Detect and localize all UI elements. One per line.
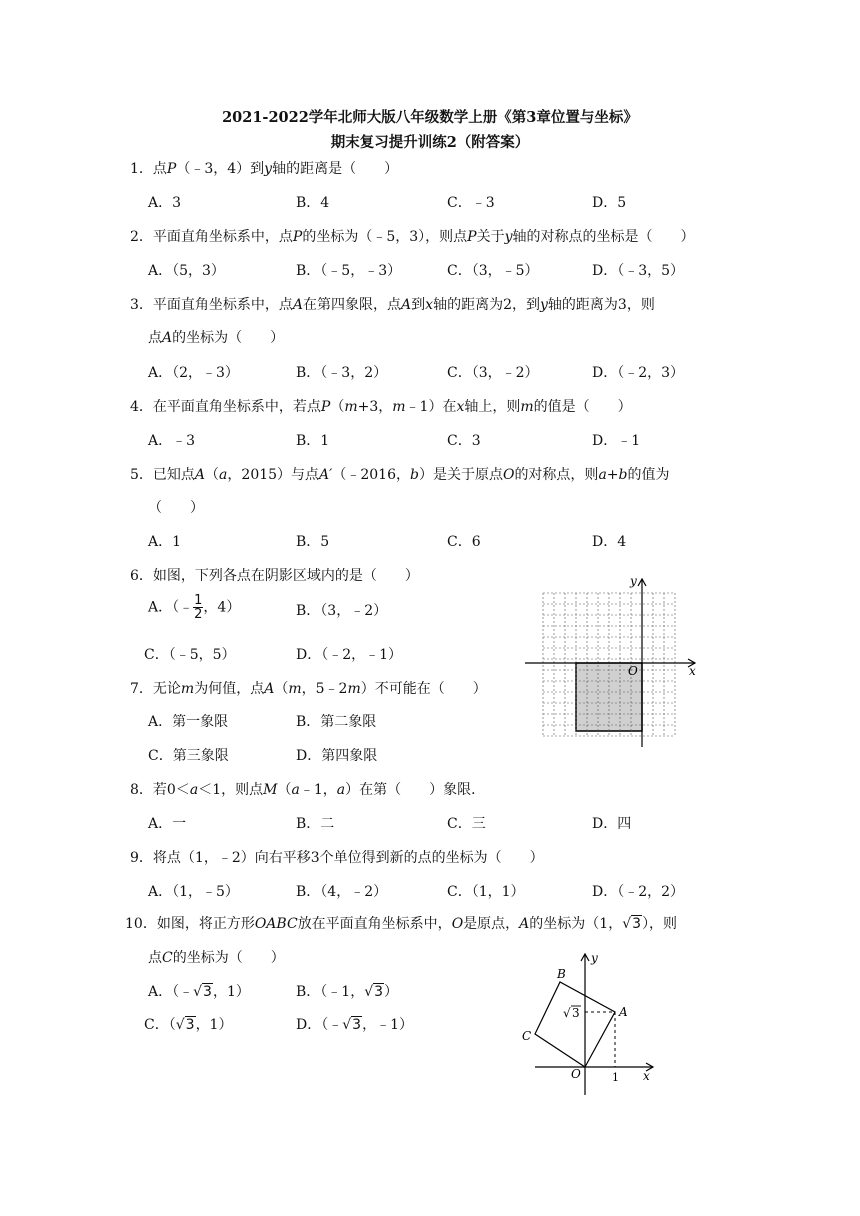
q5-option-a[interactable]: A．1	[148, 534, 182, 550]
q10-option-d[interactable]: D．（﹣√3，﹣1）	[296, 1017, 413, 1033]
question-7: 7．无论m为何值，点A（m，5﹣2m）不可能在（ ）	[130, 681, 487, 697]
q2-option-c[interactable]: C．（3，﹣5）	[447, 263, 539, 279]
question-5-line2: （ ）	[148, 500, 204, 516]
q7-option-b[interactable]: B．第二象限	[296, 714, 377, 730]
q4-option-b[interactable]: B．1	[296, 433, 330, 449]
q1-option-d[interactable]: D．5	[592, 195, 627, 211]
q8-option-a[interactable]: A．一	[148, 816, 187, 832]
q3-option-b[interactable]: B．（﹣3，2）	[296, 365, 388, 381]
fraction-one-half: $\frac{1}{2}$	[194, 593, 203, 622]
q3-option-a[interactable]: A．（2，﹣3）	[148, 365, 239, 381]
q8-option-c[interactable]: C．三	[447, 816, 486, 832]
fig10-point-b: B	[557, 967, 566, 981]
q10-option-b[interactable]: B．（﹣1，√3）	[296, 984, 399, 1000]
question-1: 1．点P（﹣3，4）到y轴的距离是（ ）	[130, 161, 399, 177]
fig10-point-c: C	[522, 1029, 532, 1043]
question-8: 8．若0＜a＜1，则点M（a﹣1，a）在第（ ）象限．	[130, 782, 486, 798]
square-oabc	[535, 982, 615, 1067]
fig6-origin-label: O	[628, 664, 638, 678]
q4-option-c[interactable]: C．3	[447, 433, 481, 449]
q1-option-a[interactable]: A．3	[148, 195, 182, 211]
fig10-sqrt-3: 3	[572, 1006, 580, 1020]
q4-option-d[interactable]: D．﹣1	[592, 433, 641, 449]
q10-option-a[interactable]: A．（﹣√3，1）	[148, 984, 250, 1000]
question-6: 6．如图，下列各点在阴影区域内的是（ ）	[130, 568, 419, 584]
q7-option-d[interactable]: D．第四象限	[296, 748, 378, 764]
q5-option-d[interactable]: D．4	[592, 534, 627, 550]
doc-title-line2: 期末复习提升训练2（附答案）	[330, 134, 530, 151]
q7-option-c[interactable]: C．第三象限	[148, 748, 229, 764]
q8-option-d[interactable]: D．四	[592, 816, 632, 832]
q3-option-c[interactable]: C．（3，﹣2）	[447, 365, 539, 381]
fig10-point-a: A	[619, 1005, 628, 1019]
q4-option-a[interactable]: A．﹣3	[148, 433, 196, 449]
q6-option-c[interactable]: C．（﹣5，5）	[144, 647, 236, 663]
sqrt-3: √3	[364, 984, 384, 1000]
q2-option-d[interactable]: D．（﹣3，5）	[592, 263, 685, 279]
fig10-origin-label: O	[571, 1067, 581, 1081]
q6-option-a[interactable]: A．（﹣ $\frac{1}{2}$ ，4）	[148, 593, 241, 622]
q9-option-a[interactable]: A．（1，﹣5）	[148, 884, 239, 900]
fig6-x-label: x	[689, 664, 696, 678]
question-9: 9．将点（1，﹣2）向右平移3个单位得到新的点的坐标为（ ）	[130, 850, 544, 866]
q8-option-b[interactable]: B．二	[296, 816, 335, 832]
question-5: 5．已知点A（a，2015）与点A′（﹣2016，b）是关于原点O的对称点，则a+b的值为	[130, 467, 670, 483]
q6-option-d[interactable]: D．（﹣2，﹣1）	[296, 647, 403, 663]
figure-6-grid	[525, 575, 700, 747]
question-3: 3．平面直角坐标系中，点A在第四象限，点A到x轴的距离为2，到y轴的距离为3，则	[130, 297, 655, 313]
fig10-sqrt-symbol: √	[563, 1006, 571, 1020]
q6-option-b[interactable]: B．（3，﹣2）	[296, 603, 388, 619]
q7-option-a[interactable]: A．第一象限	[148, 714, 229, 730]
q3-option-d[interactable]: D．（﹣2，3）	[592, 365, 685, 381]
fig6-y-label: y	[630, 575, 637, 588]
figure-10-square	[515, 950, 660, 1100]
q9-option-b[interactable]: B．（4，﹣2）	[296, 884, 388, 900]
question-10-line2: 点C的坐标为（ ）	[148, 950, 285, 966]
q2-option-a[interactable]: A．（5，3）	[148, 263, 225, 279]
question-10: 10．如图，将正方形OABC放在平面直角坐标系中，O是原点，A的坐标为（1，√3），则	[125, 916, 678, 932]
sqrt-3: √3	[342, 1017, 362, 1033]
q1-option-c[interactable]: C．﹣3	[447, 195, 495, 211]
q2-option-b[interactable]: B．（﹣5，﹣3）	[296, 263, 402, 279]
sqrt-3: √3	[175, 1017, 195, 1033]
doc-title-line1: 2021-2022学年北师大版八年级数学上册《第3章位置与坐标》	[222, 109, 638, 126]
fig10-x-label: x	[643, 1069, 650, 1083]
fig10-y-label: y	[591, 951, 598, 965]
fig10-tick-1: 1	[612, 1071, 619, 1084]
question-4: 4．在平面直角坐标系中，若点P（m+3，m﹣1）在x轴上，则m的值是（ ）	[130, 399, 632, 415]
q1-option-b[interactable]: B．4	[296, 195, 330, 211]
q9-option-d[interactable]: D．（﹣2，2）	[592, 884, 685, 900]
q10-option-c[interactable]: C．（√3，1）	[144, 1017, 233, 1033]
q5-option-c[interactable]: C．6	[447, 534, 481, 550]
question-2: 2．平面直角坐标系中，点P的坐标为（﹣5，3），则点P关于y轴的对称点的坐标是（ ）	[130, 229, 695, 245]
question-3-line2: 点A的坐标为（ ）	[148, 330, 285, 346]
sqrt-3: √3	[193, 984, 212, 1000]
q5-option-b[interactable]: B．5	[296, 534, 330, 550]
q9-option-c[interactable]: C．（1，1）	[447, 884, 525, 900]
sqrt-3: √3	[622, 916, 642, 932]
